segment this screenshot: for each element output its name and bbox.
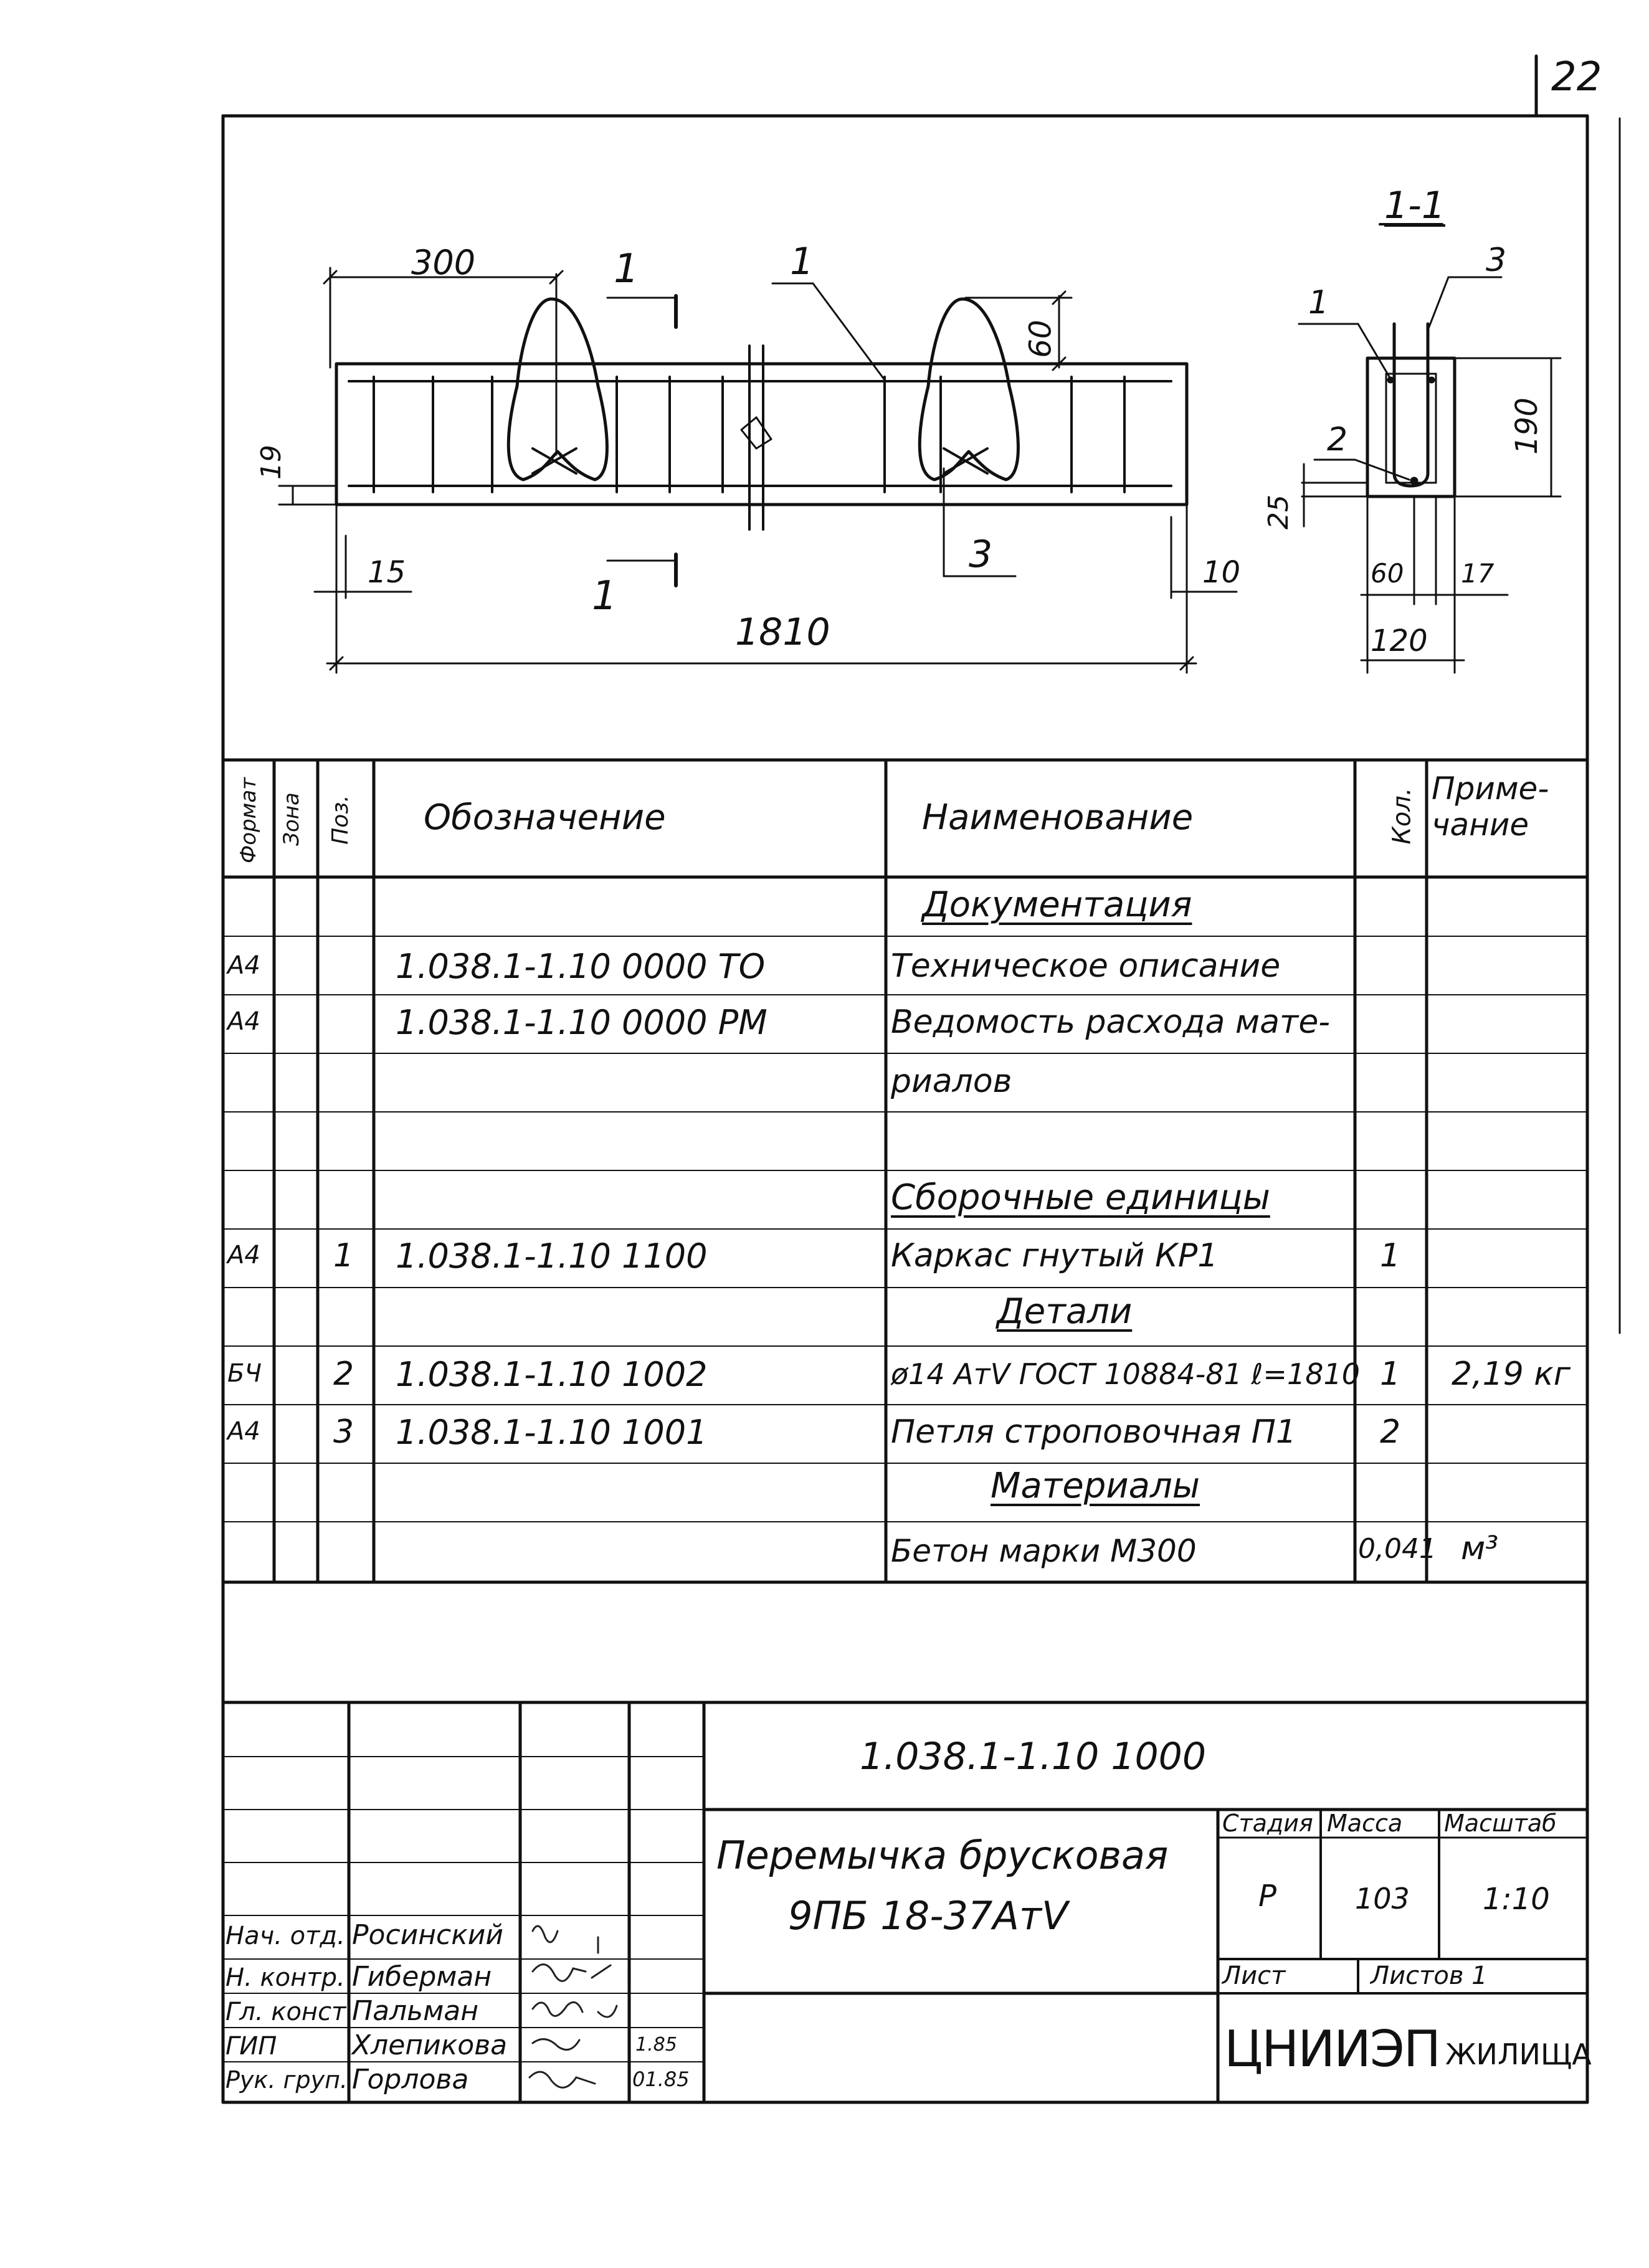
hdr-format: Формат	[235, 777, 261, 863]
sig-name: Гиберман	[352, 1961, 492, 1993]
hdr-pos: Поз.	[327, 795, 353, 845]
stage-label: Стадия	[1222, 1810, 1313, 1837]
dim-bar-cover: 19	[255, 445, 287, 480]
spec-name: Каркас гнутый КР1	[891, 1237, 1219, 1274]
stage-value: Р	[1258, 1879, 1276, 1914]
sheet-label: Лист	[1222, 1962, 1286, 1990]
scale-label: Масштаб	[1444, 1810, 1557, 1837]
spec-format: А4	[227, 951, 260, 980]
spec-qty: 2	[1380, 1413, 1401, 1451]
spec-section-title: Детали	[997, 1291, 1133, 1332]
sheet-number: 22	[1551, 54, 1602, 100]
title-line-1: Перемычка брусковая	[716, 1833, 1169, 1878]
sig-date: 1.85	[635, 2034, 677, 2056]
hdr-designation: Обозначение	[424, 797, 666, 838]
sec-dim-cover: 25	[1263, 495, 1295, 529]
sig-role: ГИП	[226, 2032, 277, 2061]
pos-label-frame: 1	[790, 240, 814, 283]
spec-name: Бетон марки М300	[891, 1533, 1197, 1569]
spec-designation: 1.038.1-1.10 1100	[396, 1236, 708, 1276]
document-code: 1.038.1-1.10 1000	[860, 1735, 1207, 1778]
sig-date: 01.85	[632, 2067, 690, 2091]
spec-name: Петля строповочная П1	[891, 1413, 1296, 1451]
spec-qty: 0,041	[1358, 1533, 1437, 1565]
sig-role: Нач. отд.	[226, 1922, 345, 1950]
hdr-zone: Зона	[278, 792, 304, 846]
sig-name: Пальман	[352, 1995, 479, 2027]
spec-name: Ведомость расхода мате-	[891, 1004, 1331, 1041]
spec-designation: 1.038.1-1.10 0000 ТО	[396, 947, 766, 986]
hdr-name: Наименование	[922, 797, 1194, 838]
cut-mark-top: 1	[614, 246, 639, 292]
dim-loop-height: 60	[1023, 320, 1058, 358]
spec-format: А4	[227, 1007, 260, 1036]
spec-format: А4	[227, 1241, 260, 1269]
mass-value: 103	[1355, 1882, 1410, 1915]
spec-pos: 1	[333, 1237, 354, 1274]
dim-end-right: 10	[1202, 555, 1241, 590]
spec-pos: 3	[333, 1413, 354, 1451]
spec-note: 2,19 кг	[1452, 1355, 1571, 1393]
sig-role: Гл. конст.	[226, 1998, 354, 2026]
sig-name: Горлова	[352, 2064, 469, 2095]
org-main: ЦНИИЭП	[1224, 2020, 1440, 2078]
hdr-note: Приме- чание	[1432, 771, 1549, 843]
sec-dim-inner: 60	[1371, 558, 1404, 589]
sig-name: Росинский	[352, 1919, 503, 1951]
dim-loop-offset: 300	[411, 243, 476, 282]
spec-name: Техническое описание	[891, 947, 1281, 985]
cut-mark-bottom: 1	[592, 573, 617, 619]
spec-format: БЧ	[227, 1359, 262, 1388]
sheets-label: Листов 1	[1371, 1962, 1488, 1990]
spec-note: м³	[1461, 1530, 1499, 1567]
dim-total-length: 1810	[735, 610, 830, 654]
sig-role: Н. контр.	[226, 1963, 345, 1992]
dim-end-left: 15	[368, 555, 406, 590]
spec-section-title: Материалы	[991, 1466, 1200, 1506]
mass-label: Масса	[1327, 1810, 1403, 1837]
sec-pos-frame: 1	[1308, 284, 1329, 321]
section-label: 1-1	[1384, 184, 1445, 227]
spec-qty: 1	[1380, 1355, 1401, 1393]
sec-dim-side: 17	[1461, 558, 1495, 589]
spec-format: А4	[227, 1417, 260, 1446]
spec-qty: 1	[1380, 1237, 1401, 1274]
sig-name: Хлепикова	[352, 2029, 508, 2061]
pos-label-loop: 3	[969, 533, 993, 576]
sec-pos-bar: 2	[1327, 421, 1348, 458]
hdr-qty: Кол.	[1387, 787, 1417, 845]
spec-name: риалов	[891, 1063, 1012, 1100]
sig-role: Рук. груп.	[226, 2066, 348, 2094]
spec-designation: 1.038.1-1.10 1002	[396, 1355, 708, 1394]
title-line-2: 9ПБ 18-37АтⅤ	[788, 1893, 1068, 1938]
sec-dim-height: 190	[1509, 397, 1544, 455]
spec-name: ø14 АтⅤ ГОСТ 10884-81 ℓ=1810	[891, 1357, 1361, 1391]
scale-value: 1:10	[1483, 1882, 1550, 1917]
sec-dim-width: 120	[1371, 624, 1428, 658]
spec-section-title: Сборочные единицы	[891, 1177, 1270, 1218]
spec-designation: 1.038.1-1.10 1001	[396, 1413, 708, 1452]
sec-pos-loop: 3	[1486, 242, 1507, 279]
spec-designation: 1.038.1-1.10 0000 РМ	[396, 1003, 767, 1042]
org-sub: ЖИЛИЩА	[1445, 2038, 1592, 2071]
spec-section-title: Документация	[922, 885, 1192, 925]
spec-pos: 2	[333, 1355, 354, 1393]
